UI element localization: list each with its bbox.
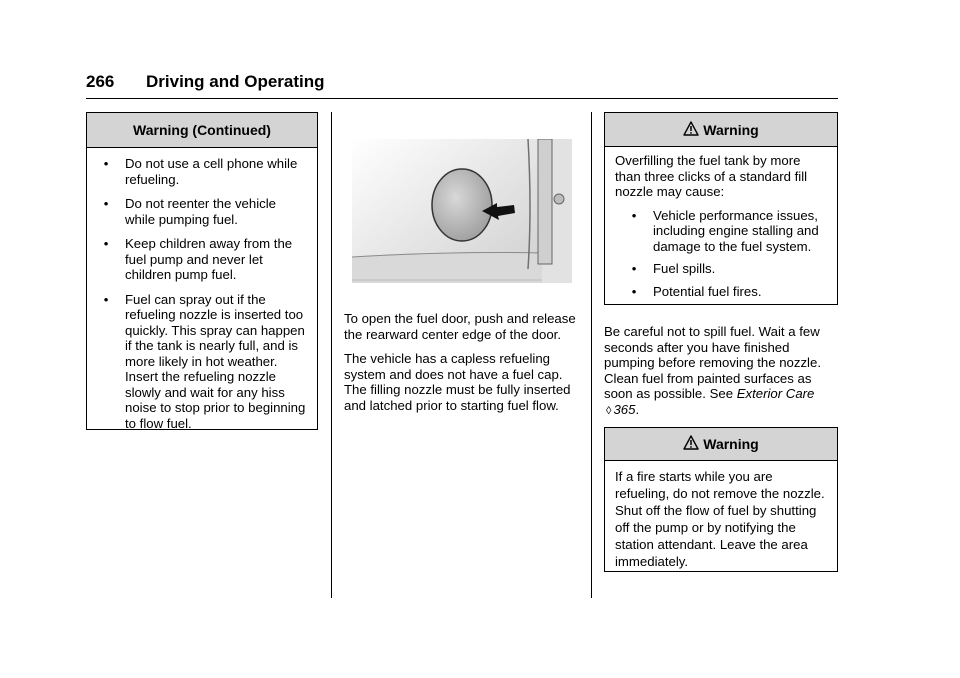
xref-page-number[interactable]: 365 bbox=[613, 401, 636, 417]
warning-continued-body bbox=[87, 148, 317, 431]
spill-paragraph bbox=[604, 324, 838, 419]
list-item bbox=[627, 261, 829, 277]
spill-text: Be careful not to spill fuel. Wait a few seconds after you have finished pumping before removing the nozzle. Clean fuel from painted surfaces as soon as possible. See bbox=[604, 324, 821, 401]
lower-panel bbox=[352, 253, 542, 284]
bullet-dot: • bbox=[631, 283, 637, 299]
bullet-dot: • bbox=[103, 236, 109, 251]
column-divider-1 bbox=[331, 112, 332, 598]
bullet-dot: • bbox=[631, 207, 637, 223]
fire-warning-body: If a fire starts while you are refueling, do not remove the nozzle. Shut off the flow of fuel by shutting off the pump or by notifying the station attendant. Leave the area immediately. bbox=[615, 469, 825, 569]
overfill-warning-box bbox=[604, 112, 838, 305]
bullet-text: Do not use a cell phone while refueling. bbox=[125, 156, 298, 187]
fire-warning-header bbox=[605, 428, 837, 461]
xref-arrow-icon: ◊ bbox=[606, 404, 612, 417]
warning-continued-box bbox=[86, 112, 318, 430]
door-handle-strip bbox=[538, 139, 552, 264]
column-divider-2 bbox=[591, 112, 592, 598]
fuel-door bbox=[432, 169, 492, 241]
bullet-dot: • bbox=[631, 261, 637, 276]
sentence-end: . bbox=[635, 401, 640, 417]
bullet-dot: • bbox=[103, 196, 109, 211]
fire-warning-title: Warning bbox=[703, 436, 759, 452]
fuel-door-illustration bbox=[352, 139, 572, 283]
bullet-text: Keep children away from the fuel pump and never let children pump fuel. bbox=[125, 236, 293, 282]
warning-intro: Overfilling the fuel tank by more than three clicks of a standard fill nozzle may cause: bbox=[615, 153, 808, 199]
warning-triangle-icon bbox=[683, 121, 699, 139]
door-bolt bbox=[554, 194, 564, 204]
list-item bbox=[627, 284, 829, 300]
list-item bbox=[99, 196, 309, 227]
page-number: 266 bbox=[86, 72, 115, 91]
bullet-text: Vehicle performance issues, including engine stalling and damage to the fuel system. bbox=[653, 207, 819, 254]
paragraph: The vehicle has a capless refueling system and does not have a fuel cap. The filling nozzle must be fully inserted and latched prior to starting fuel flow. bbox=[344, 351, 571, 413]
warning-continued-title: Warning (Continued) bbox=[87, 113, 317, 148]
fire-warning-box bbox=[604, 427, 838, 572]
list-item bbox=[99, 292, 309, 432]
warning-triangle-icon bbox=[683, 435, 699, 453]
header-rule bbox=[86, 98, 838, 99]
middle-text bbox=[344, 311, 580, 422]
bullet-text: Potential fuel fires. bbox=[653, 283, 762, 299]
xref-link-exterior-care[interactable]: Exterior Care bbox=[736, 386, 815, 401]
overfill-warning-body bbox=[605, 147, 837, 299]
section-title: Driving and Operating bbox=[146, 72, 325, 91]
bullet-text: Do not reenter the vehicle while pumping fuel. bbox=[125, 196, 277, 227]
bullet-dot: • bbox=[103, 291, 109, 307]
bullet-text: Fuel can spray out if the refueling nozzle is inserted too quickly. This spray can happen if the tank is nearly full, and is more likely in hot weather. Insert the refueling nozzle slowly and wait for any hiss noise to stop prior to beginning to flow fuel. bbox=[125, 291, 306, 431]
overfill-warning-header bbox=[605, 113, 837, 147]
list-item bbox=[627, 208, 829, 255]
list-item bbox=[99, 156, 309, 187]
paragraph: To open the fuel door, push and release the rearward center edge of the door. bbox=[344, 311, 576, 342]
list-item bbox=[99, 236, 309, 283]
overfill-warning-title: Warning bbox=[703, 121, 759, 138]
bullet-dot: • bbox=[103, 156, 109, 171]
bullet-text: Fuel spills. bbox=[653, 261, 716, 276]
